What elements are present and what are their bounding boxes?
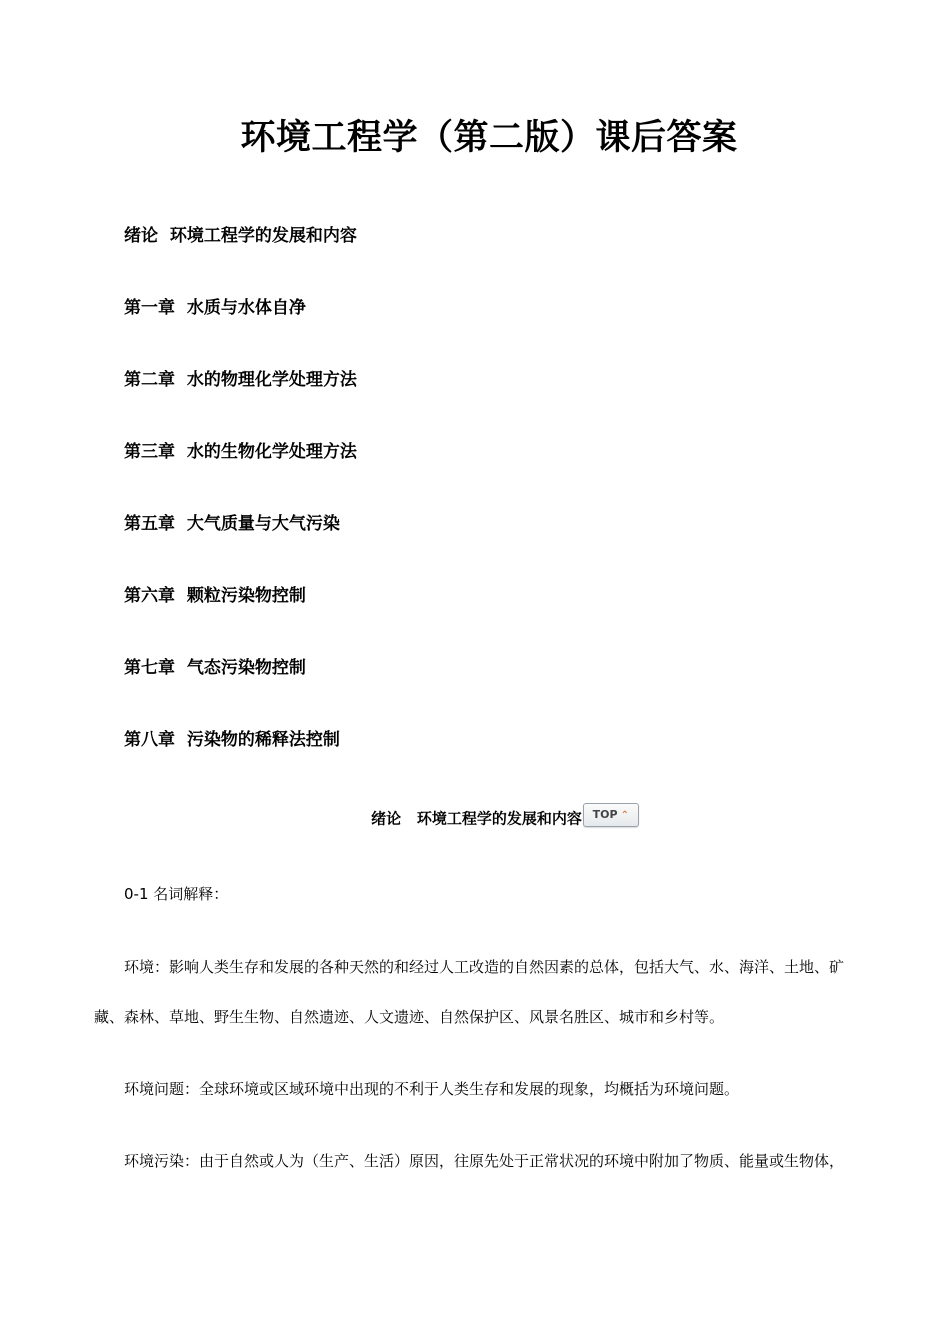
toc-item-chapter-8[interactable]: 第八章 污染物的稀释法控制 (124, 730, 340, 750)
paragraph-environment-line-1: 环境：影响人类生存和发展的各种天然的和经过人工改造的自然因素的总体，包括大气、水、海洋、土地、矿 (124, 958, 845, 976)
table-of-contents (124, 222, 357, 798)
toc-item-chapter-5[interactable]: 第五章 大气质量与大气污染 (124, 514, 340, 534)
toc-item-chapter-3[interactable]: 第三章 水的生物化学处理方法 (124, 442, 357, 462)
paragraph-environmental-pollution: 环境污染：由于自然或人为（生产、生活）原因，往原先处于正常状况的环境中附加了物质、能量或生物体， (124, 1152, 845, 1170)
section-heading (0, 806, 950, 830)
toc-item-chapter-1[interactable]: 第一章 水质与水体自净 (124, 298, 306, 318)
top-button-label: TOP (592, 808, 618, 821)
paragraph-term-definitions: 0-1 名词解释： (124, 885, 229, 903)
toc-item-introduction[interactable]: 绪论 环境工程学的发展和内容 (124, 226, 357, 246)
document-title: 环境工程学（第二版）课后答案 (240, 118, 738, 158)
back-to-top-button[interactable] (583, 803, 639, 827)
toc-item-chapter-2[interactable]: 第二章 水的物理化学处理方法 (124, 370, 357, 390)
paragraph-environment-line-2: 藏、森林、草地、野生生物、自然遗迹、人文遗迹、自然保护区、风景名胜区、城市和乡村等。 (94, 1008, 725, 1026)
section-heading-text: 绪论 环境工程学的发展和内容 (371, 809, 582, 828)
double-chevron-up-icon: ⌃ (620, 810, 629, 821)
paragraph-environmental-problem: 环境问题：全球环境或区域环境中出现的不利于人类生存和发展的现象，均概括为环境问题。 (124, 1080, 740, 1098)
toc-item-chapter-7[interactable]: 第七章 气态污染物控制 (124, 658, 306, 678)
toc-item-chapter-6[interactable]: 第六章 颗粒污染物控制 (124, 586, 306, 606)
